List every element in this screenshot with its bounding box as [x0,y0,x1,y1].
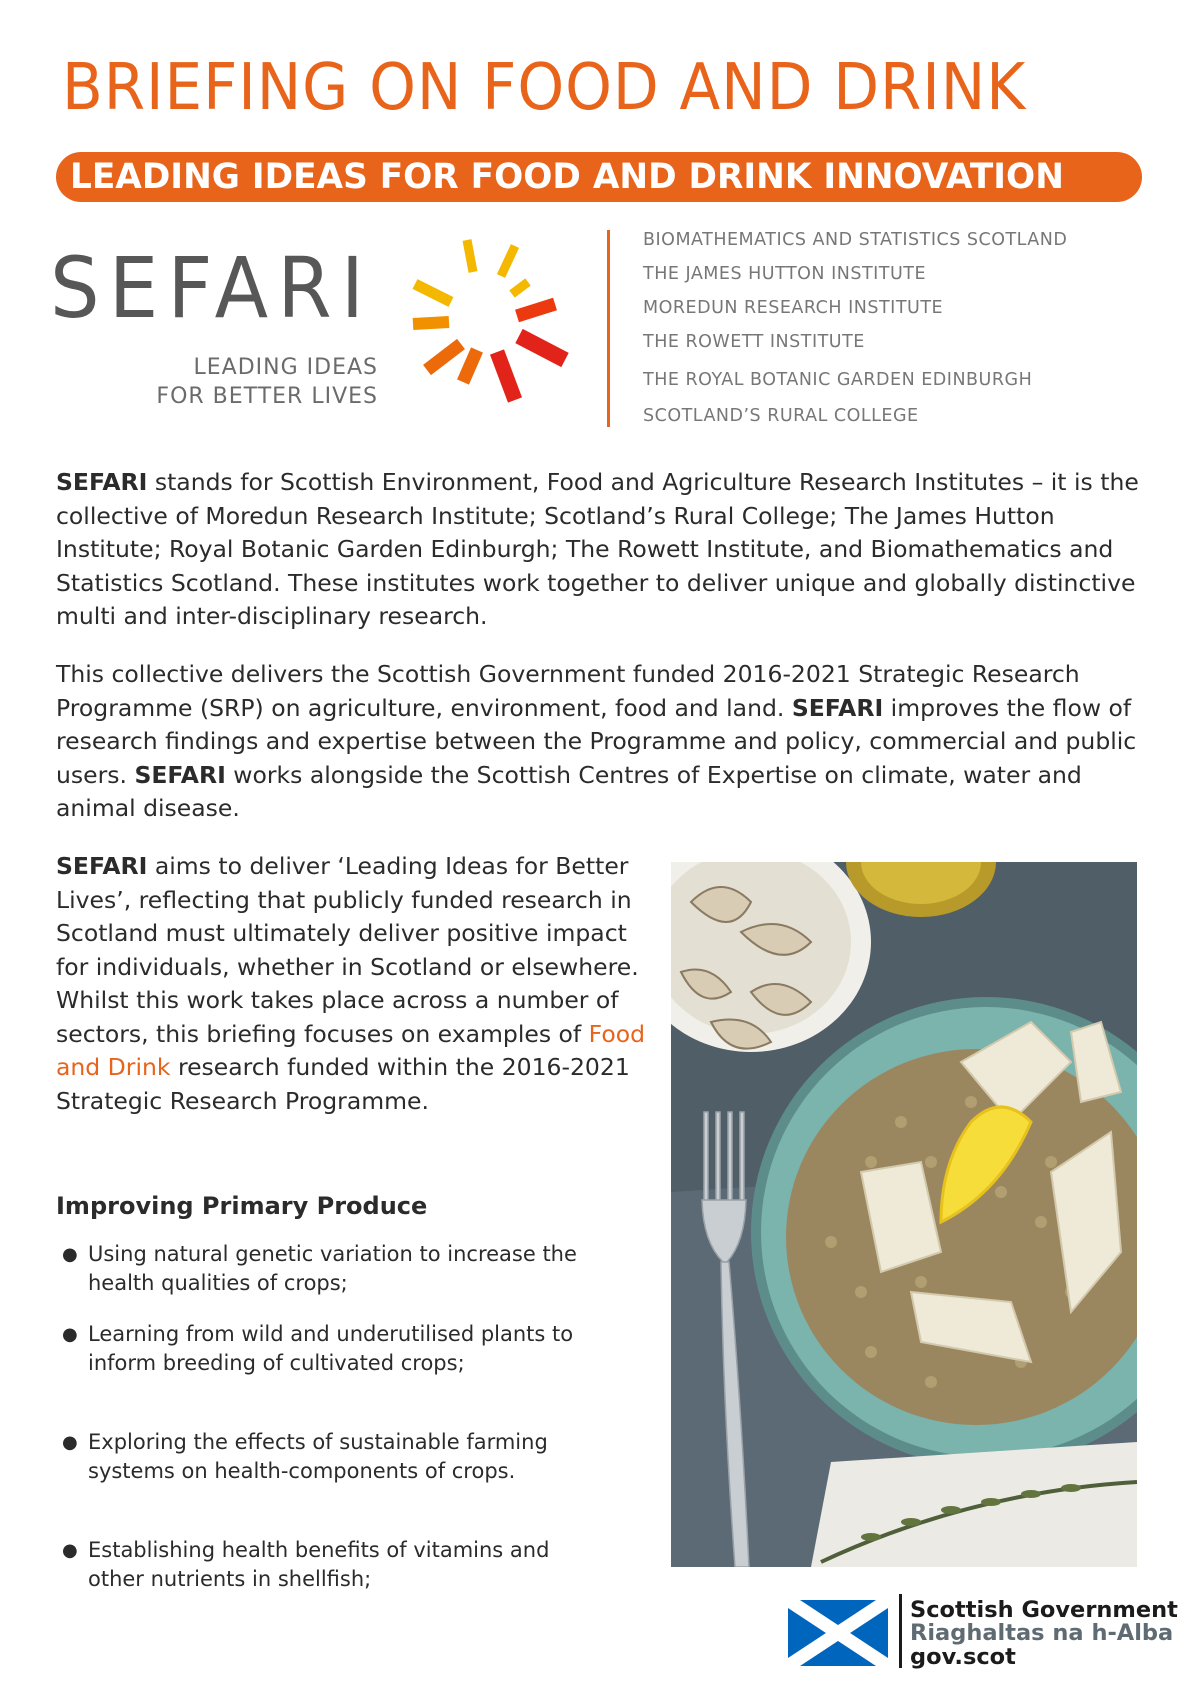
gov-name-gaelic: Riaghaltas na h-Alba [910,1620,1174,1646]
sefari-bold: SEFARI [791,693,884,722]
saltire-flag-icon [788,1600,888,1666]
sefari-bold: SEFARI [56,852,148,880]
section-heading: Improving Primary Produce [56,1192,428,1220]
sunburst-ray [512,282,528,294]
sefari-sunburst-icon [405,232,605,422]
list-item [62,1320,582,1378]
list-item-text: Establishing health benefits of vitamins and other nutrients in shellfish; [88,1538,550,1591]
food-and-drink-highlight: Food and Drink [56,1019,646,1081]
subtitle-banner [56,152,1142,202]
food-photo [671,862,1137,1567]
sunburst-ray [517,304,555,316]
intro-paragraph [56,466,1146,634]
sefari-bold: SEFARI [134,760,226,789]
logo-tagline-line1: LEADING IDEAS [193,355,378,380]
bullet-icon: ● [62,1244,78,1265]
list-item [62,1536,582,1594]
sefari-logo-wordmark: SEFARI [50,239,374,337]
list-item-text: Exploring the effects of sustainable farming systems on health-components of crops. [88,1430,548,1483]
institute-item: MOREDUN RESEARCH INSTITUTE [643,298,944,318]
programme-text-a: This collective delivers the Scottish Government funded 2016-2021 Strategic Research Programme (SRP) on agriculture, environment, food and land. [56,660,1080,722]
subtitle-banner-text: LEADING IDEAS FOR FOOD AND DRINK INNOVATION [70,157,1064,197]
sunburst-ray [413,322,449,324]
list-item-text: Learning from wild and underutilised plants to inform breeding of cultivated crops; [88,1322,574,1375]
logo-divider [607,230,610,427]
list-item [62,1240,582,1298]
gov-name-english: Scottish Government [910,1597,1178,1623]
page-title: BRIEFING ON FOOD AND DRINK [62,51,1027,125]
sunburst-ray [519,336,565,360]
programme-paragraph [56,658,1146,826]
list-item [62,1428,582,1486]
programme-text-b: improves the flow of research findings and expertise between the Programme and policy, commercial and public users. [56,693,1137,789]
sunburst-ray [415,284,451,302]
aims-text-a: aims to deliver ‘Leading Ideas for Better Lives’, reflecting that publicly funded research in Scotland must ultimately deliver positive impact for individuals, whether in Scotland or elsewhere. Whilst this work takes place across a number of sectors, this briefing focuses on examples of [56,852,639,1048]
aims-text-b: research funded within the 2016-2021 Strategic Research Programme. [56,1053,630,1115]
sefari-bold: SEFARI [56,468,148,496]
sunburst-ray [427,344,461,370]
logo-tagline-line2: FOR BETTER LIVES [156,384,378,409]
intro-text: stands for Scottish Environment, Food and Agriculture Research Institutes – it is the collective of Moredun Research Institute; Scotland’s Rural College; The James Hutton Institute; Royal Botanic Garden Edinburgh; The Rowett Institute, and Biomathematics and Statistics Scotland. These institutes work together to deliver unique and globally distinctive multi and inter-disciplinary research. [56,468,1139,630]
aims-paragraph [56,850,646,1118]
sunburst-ray [463,350,477,382]
institute-item: THE JAMES HUTTON INSTITUTE [643,264,927,284]
institute-item: BIOMATHEMATICS AND STATISTICS SCOTLAND [643,230,1068,250]
institute-item: THE ROYAL BOTANIC GARDEN EDINBURGH [643,370,1033,390]
bullet-icon: ● [62,1324,78,1345]
bullet-icon: ● [62,1540,78,1561]
sunburst-ray [467,240,473,272]
institute-item: SCOTLAND’S RURAL COLLEGE [643,406,919,426]
list-item-text: Using natural genetic variation to increase the health qualities of crops; [88,1242,577,1295]
gov-website: gov.scot [910,1644,1016,1670]
bullet-icon: ● [62,1432,78,1453]
institute-item: THE ROWETT INSTITUTE [643,332,865,352]
sunburst-ray [497,352,515,400]
programme-text-c: works alongside the Scottish Centres of Expertise on climate, water and animal disease. [56,760,1082,822]
gov-logo-divider [899,1594,902,1668]
sunburst-ray [501,246,515,276]
